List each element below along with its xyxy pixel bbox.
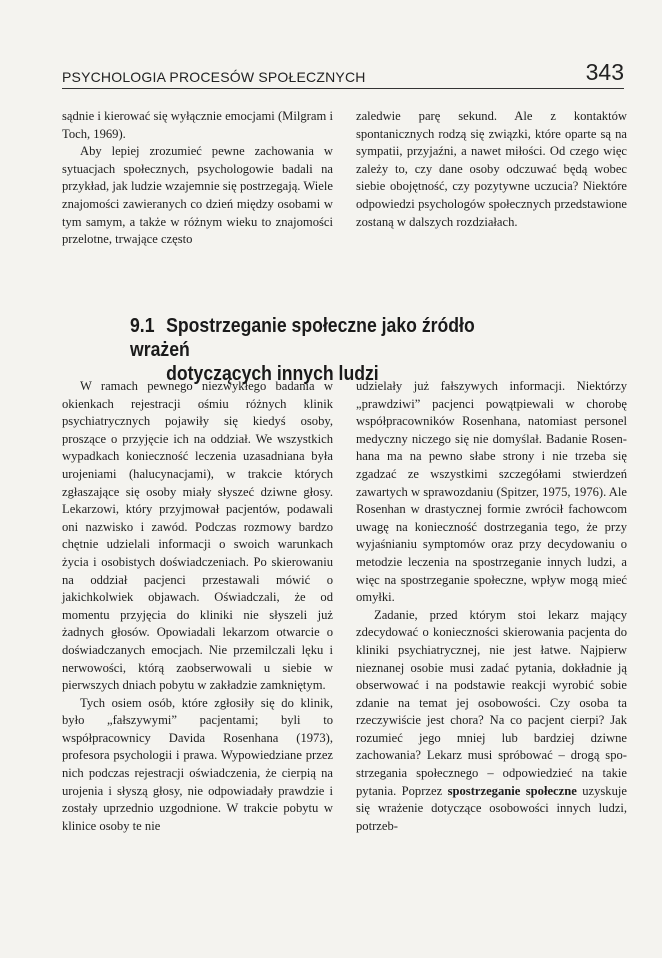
paragraph bbox=[356, 607, 627, 836]
section-number: 9.1 bbox=[130, 314, 155, 337]
running-head-title: PSYCHOLOGIA PROCESÓW SPOŁECZNYCH bbox=[62, 69, 366, 85]
paragraph-text: Zadanie, przed którym stoi lekarz mający zdecydować o konieczności skierowania pacjenta do kliniki psychiatrycznej, nie jest łatwe. Najpierw nieznanej osobie musi zadać pytania, dokładnie ją obserwować i na podstawie reakcji wyrobić sobie zdanie na temat jej osobowości. Czy osoba ta rzeczywiście jest chora? Na co pacjent cierpi? Jak rozumieć jego mniej lub bardziej dziwne zachowania? Lekarz musi spróbować – drogą spostrzegania społecznego – odpowiedzieć na takie pytania. Poprzez bbox=[356, 607, 627, 798]
section-heading bbox=[130, 314, 526, 386]
paragraph: sądnie i kierować się wyłącznie emocjami (Milgram i Toch, 1969). bbox=[62, 109, 333, 141]
bottom-left-column bbox=[62, 378, 333, 835]
paragraph: zaledwie parę sekund. Ale z kontaktów spontanicznych rodzą się związki, które oparte są na sympatii, przyjaźni, a nawet miłości. Od czego więc zależy to, czy dane osoby odczuwać będą wobec siebie obojętność, czy pozytywne uczucia? Niektóre odpowiedzi psychologów społecznych przedstawione zostaną w dalszych rozdziałach. bbox=[356, 109, 627, 229]
paragraph: W ramach pewnego niezwykłego badania w okienkach rejestracji ośmiu różnych klinik psychiatrycznych pojawiły się kiedyś osoby, proszące o przyjęcie ich na oddział. We wszystkich wypadkach konieczność leczenia uzasadniana była urojeniami (halucynacjami), w trakcie których zgłaszające się osoby miały słyszeć dziwne głosy. Lekarzowi, który przyjmował pacjentów, podawali oni nazwisko i zawód. Podczas rozmowy bardzo chętnie udzielali informacji o swoich warunkach życia i osobistych doświadczeniach. Po skierowaniu na oddział pacjenci przestawali mówić o jakichkolwiek objawach. Oświadczali, że od momentu przyjęcia do kliniki nie słyszeli już żadnych głosów. Opowiadali lekarzom otwarcie o doświadczanych emocjach. Nie przemilczali lęku i nerwowości, którą zaobserwowali u siebie w pierwszych dniach pobytu w zakładzie zamkniętym. bbox=[62, 379, 333, 693]
top-left-column bbox=[62, 108, 333, 249]
running-head bbox=[62, 59, 624, 89]
paragraph: Aby lepiej zrozumieć pewne zachowania w sytuacjach społecznych, psychologowie badali na przykład, jak ludzie wzajemnie się postrzegają. Wiele znajomości zawieranych co dzień między osobami w tym samym, a także w różnym wieku to znajomości przelotne, trwające często bbox=[62, 144, 333, 247]
key-term: spostrzeganie społeczne bbox=[447, 783, 577, 798]
top-right-column bbox=[356, 108, 627, 231]
section-title-line2: dotyczących innych ludzi bbox=[166, 362, 379, 385]
page-number: 343 bbox=[585, 59, 624, 85]
paragraph: Tych osiem osób, które zgłosiły się do klinik, było „fałszywymi” pacjentami; byli to współpracownicy Davida Rosenhana (1973), profesora psychologii i prawa. Wypowiedziane przez nich podczas rejestracji oświadczenia, że cierpią na urojenia i słyszą głosy, nie odpowiadały prawdzie i zostały uprzednio uzgodnione. W trakcie pobytu w klinice osoby te nie bbox=[62, 695, 333, 833]
paragraph-text: uzyskuje się wrażenie dotyczące osobowości innych ludzi, potrzeb- bbox=[356, 783, 627, 833]
bottom-right-column bbox=[356, 378, 627, 835]
section-title-line1: Spostrzeganie społeczne jako źródło wrażeń bbox=[130, 314, 475, 361]
paragraph: udzielały już fałszywych informacji. Niektórzy „prawdziwi” pacjenci powątpiewali w chorobę współpracowników Rosenhana, natomiast personel medyczny niczego się nie domyślał. Badanie Rosenhana ma na pewno słabe strony i nie trzeba się zgadzać ze wszystkimi szczegółami stwierdzeń zawartych w sprawozdaniu (Spitzer, 1975, 1976). Ale Rosenhan w drastycznej formie zwrócił fachowcom uwagę na konieczność dostrzegania tego, że przy wyjaśnianiu symptomów oraz przy decydowaniu o metodzie leczenia na spostrzeganie innych ludzi, a więc na spostrzeganie społeczne, wpływ mogą mieć omyłki. bbox=[356, 379, 627, 605]
